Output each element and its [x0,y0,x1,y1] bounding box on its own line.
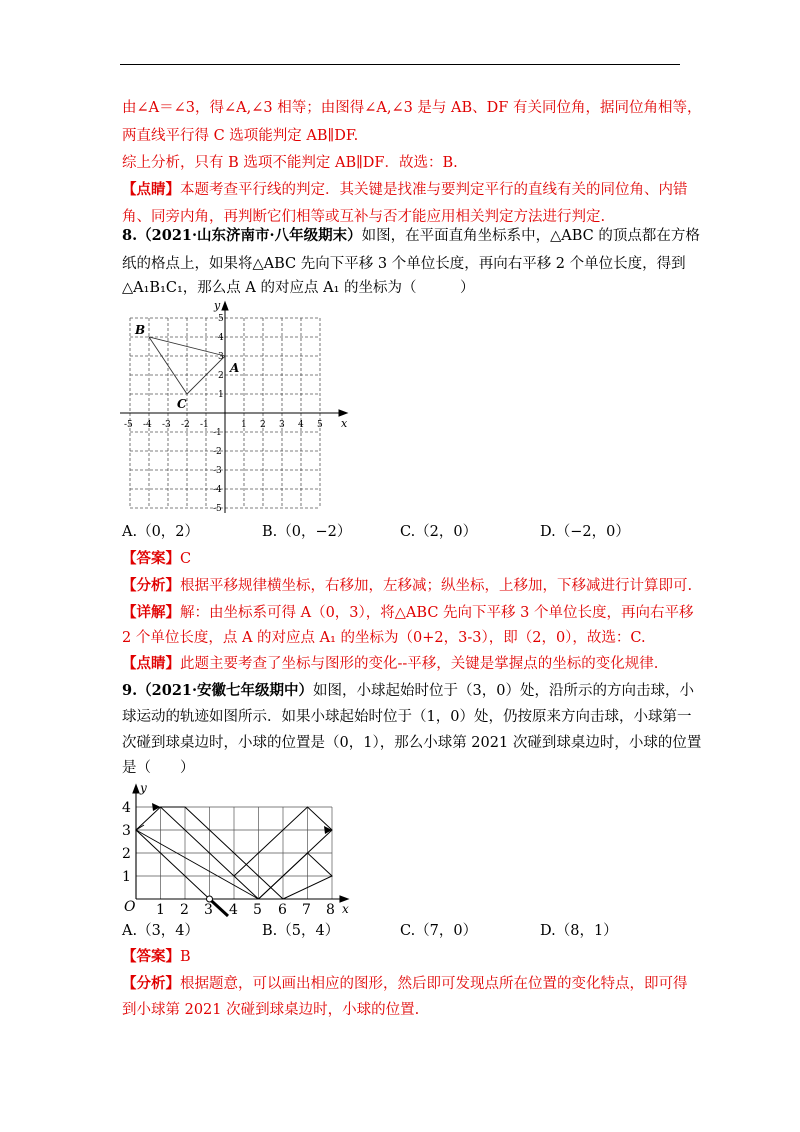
q9-stem-line-3: 次碰到球桌边时，小球的位置是（0，1），那么小球第 2021 次碰到球桌边时，小球的位置 [122,735,702,751]
q8-answer [122,549,191,569]
q8-coordinate-figure [115,300,355,522]
q9-analysis-line-1 [122,974,688,994]
q8-y-tick: 4 [218,333,224,343]
answer-value: C [180,551,192,567]
q8-x-tick: -5 [124,420,133,430]
q9-y-tick: 3 [122,823,131,839]
q9-stem-line-2: 球运动的轨迹如图所示．如果小球起始时位于（1，0）处，仍按原来方向击球，小球第一 [122,709,692,725]
q9-path-arrow [324,826,332,834]
q9-stem-text: 如图，小球起始时位于（3，0）处，沿所示的方向击球，小 [313,683,694,699]
q8-y-tick: 2 [218,371,224,381]
q8-stem-text: 如图，在平面直角坐标系中，△ABC 的顶点都在方格 [361,228,700,244]
q8-x-tick: 4 [298,420,304,430]
q8-axis-x-label: x [341,417,348,430]
q9-y-tick: 1 [122,869,131,885]
q8-stem-line-1 [122,226,700,246]
q8-option-b: B.（0，−2） [262,524,352,540]
q9-axes [133,785,348,902]
q8-option-a: A.（0，2） [122,524,200,540]
q8-x-tick: -4 [143,420,152,430]
q8-y-tick: -3 [213,466,222,476]
q9-option-a: A.（3，4） [122,923,200,939]
dianjing-text: 此题主要考查了坐标与图形的变化--平移，关键是掌握点的坐标的变化规律. [180,656,659,672]
q8-label-c: C [177,397,187,411]
q9-x-tick: 3 [204,902,213,918]
answer-tag: 【答案】 [122,948,180,965]
q9-stem-line-4: 是（ ） [122,760,195,776]
analysis-text: 根据题意，可以画出相应的图形，然后即可发现点所在位置的变化特点，即可得 [180,976,688,992]
q8-stem-line-2: 纸的格点上，如果将△ABC 先向下平移 3 个单位长度，再向右平移 2 个单位长度，得到 [122,256,686,272]
q9-x-ticks [156,902,335,918]
q9-option-c: C.（7，0） [400,923,478,939]
q9-answer [122,947,191,967]
q9-x-tick: 6 [278,902,287,918]
q8-y-tick: 3 [218,352,224,362]
q8-axis-y-label: y [214,300,221,312]
detail-tag: 【详解】 [122,604,180,621]
q8-y-ticks [213,314,224,514]
q8-x-ticks [124,420,323,430]
q9-origin-label: O [124,899,136,915]
q7-tail-line-1: 由∠A＝∠3，得∠A,∠3 相等；由图得∠A,∠3 是与 AB、DF 有关同位角，据同位角相等， [122,100,702,116]
q9-y-tick: 4 [122,800,131,816]
q8-detail-line-1 [122,603,693,623]
q8-source: （2021·山东济南市·八年级期末） [137,227,362,244]
q9-x-tick: 4 [229,902,238,918]
q8-axes [120,302,347,513]
header-rule [120,64,680,65]
q9-axis-y-label: y [140,783,147,795]
q9-option-d: D.（8，1） [540,923,618,939]
q9-number: 9. [122,682,138,699]
q9-stem-line-1 [122,681,694,701]
q9-x-tick: 1 [156,902,165,918]
q7-tail-line-2: 两直线平行得 C 选项能判定 AB∥DF. [122,128,359,144]
q8-x-tick: -1 [200,420,209,430]
q8-option-c: C.（2，0） [400,524,478,540]
q8-x-tick: 1 [241,420,247,430]
q8-detail-line-2: 2 个单位长度，点 A 的对应点 A₁ 的坐标为（0+2，3-3），即（2，0），故选：C. [122,630,646,646]
q8-label-a: A [230,361,240,375]
q8-label-b: B [135,323,146,337]
analysis-tag: 【分析】 [122,577,180,594]
dianjing-text: 本题考查平行线的判定．其关键是找准与要判定平行的直线有关的同位角、内错 [180,182,688,198]
q8-x-tick: -3 [162,420,171,430]
q7-dianjing-line-2: 角、同旁内角，再判断它们相等或互补与否才能应用相关判定方法进行判定. [122,209,606,225]
q8-y-tick: -5 [213,504,222,514]
q9-y-tick: 2 [122,846,131,862]
q8-x-tick: 5 [317,420,323,430]
q9-path-arrow [152,803,161,811]
q9-x-tick: 2 [180,902,189,918]
q9-x-tick: 5 [253,902,262,918]
q8-analysis [122,576,692,596]
dianjing-tag: 【点睛】 [122,181,180,198]
analysis-text: 根据平移规律横坐标，右移加，左移减；纵坐标，上移加，下移减进行计算即可. [180,578,693,594]
q8-x-tick: 2 [260,420,266,430]
q9-option-b: B.（5，4） [262,923,340,939]
q8-x-tick: 3 [279,420,285,430]
answer-value: B [180,949,191,965]
q9-billiard-figure [112,783,362,918]
q9-source: （2021·安徽七年级期中） [137,682,314,699]
detail-text: 解：由坐标系可得 A（0，3），将△ABC 先向下平移 3 个单位长度，再向右平移 [180,605,694,621]
q9-axis-x-label: x [342,902,349,916]
q9-x-tick: 8 [326,902,335,918]
q8-y-tick: -4 [213,485,222,495]
answer-tag: 【答案】 [122,550,180,567]
q8-y-tick: 5 [218,314,224,324]
q7-dianjing-line-1 [122,180,688,200]
q8-y-tick: -1 [213,428,222,438]
q8-y-tick: -2 [213,447,222,457]
dianjing-tag: 【点睛】 [122,655,180,672]
analysis-tag: 【分析】 [122,975,180,992]
q8-number: 8. [122,227,138,244]
q9-y-ticks [122,800,131,885]
q8-y-tick: 1 [218,390,224,400]
q9-analysis-line-2: 到小球第 2021 次碰到球桌边时，小球的位置. [122,1002,420,1018]
q8-dianjing [122,654,658,674]
q8-stem-line-3: △A₁B₁C₁，那么点 A 的对应点 A₁ 的坐标为（ ） [122,280,475,296]
q9-x-tick: 7 [302,902,311,918]
q8-x-tick: -2 [181,420,190,430]
q8-option-d: D.（−2，0） [540,524,630,540]
q7-tail-line-3: 综上分析，只有 B 选项不能判定 AB∥DF．故选：B. [122,155,458,171]
